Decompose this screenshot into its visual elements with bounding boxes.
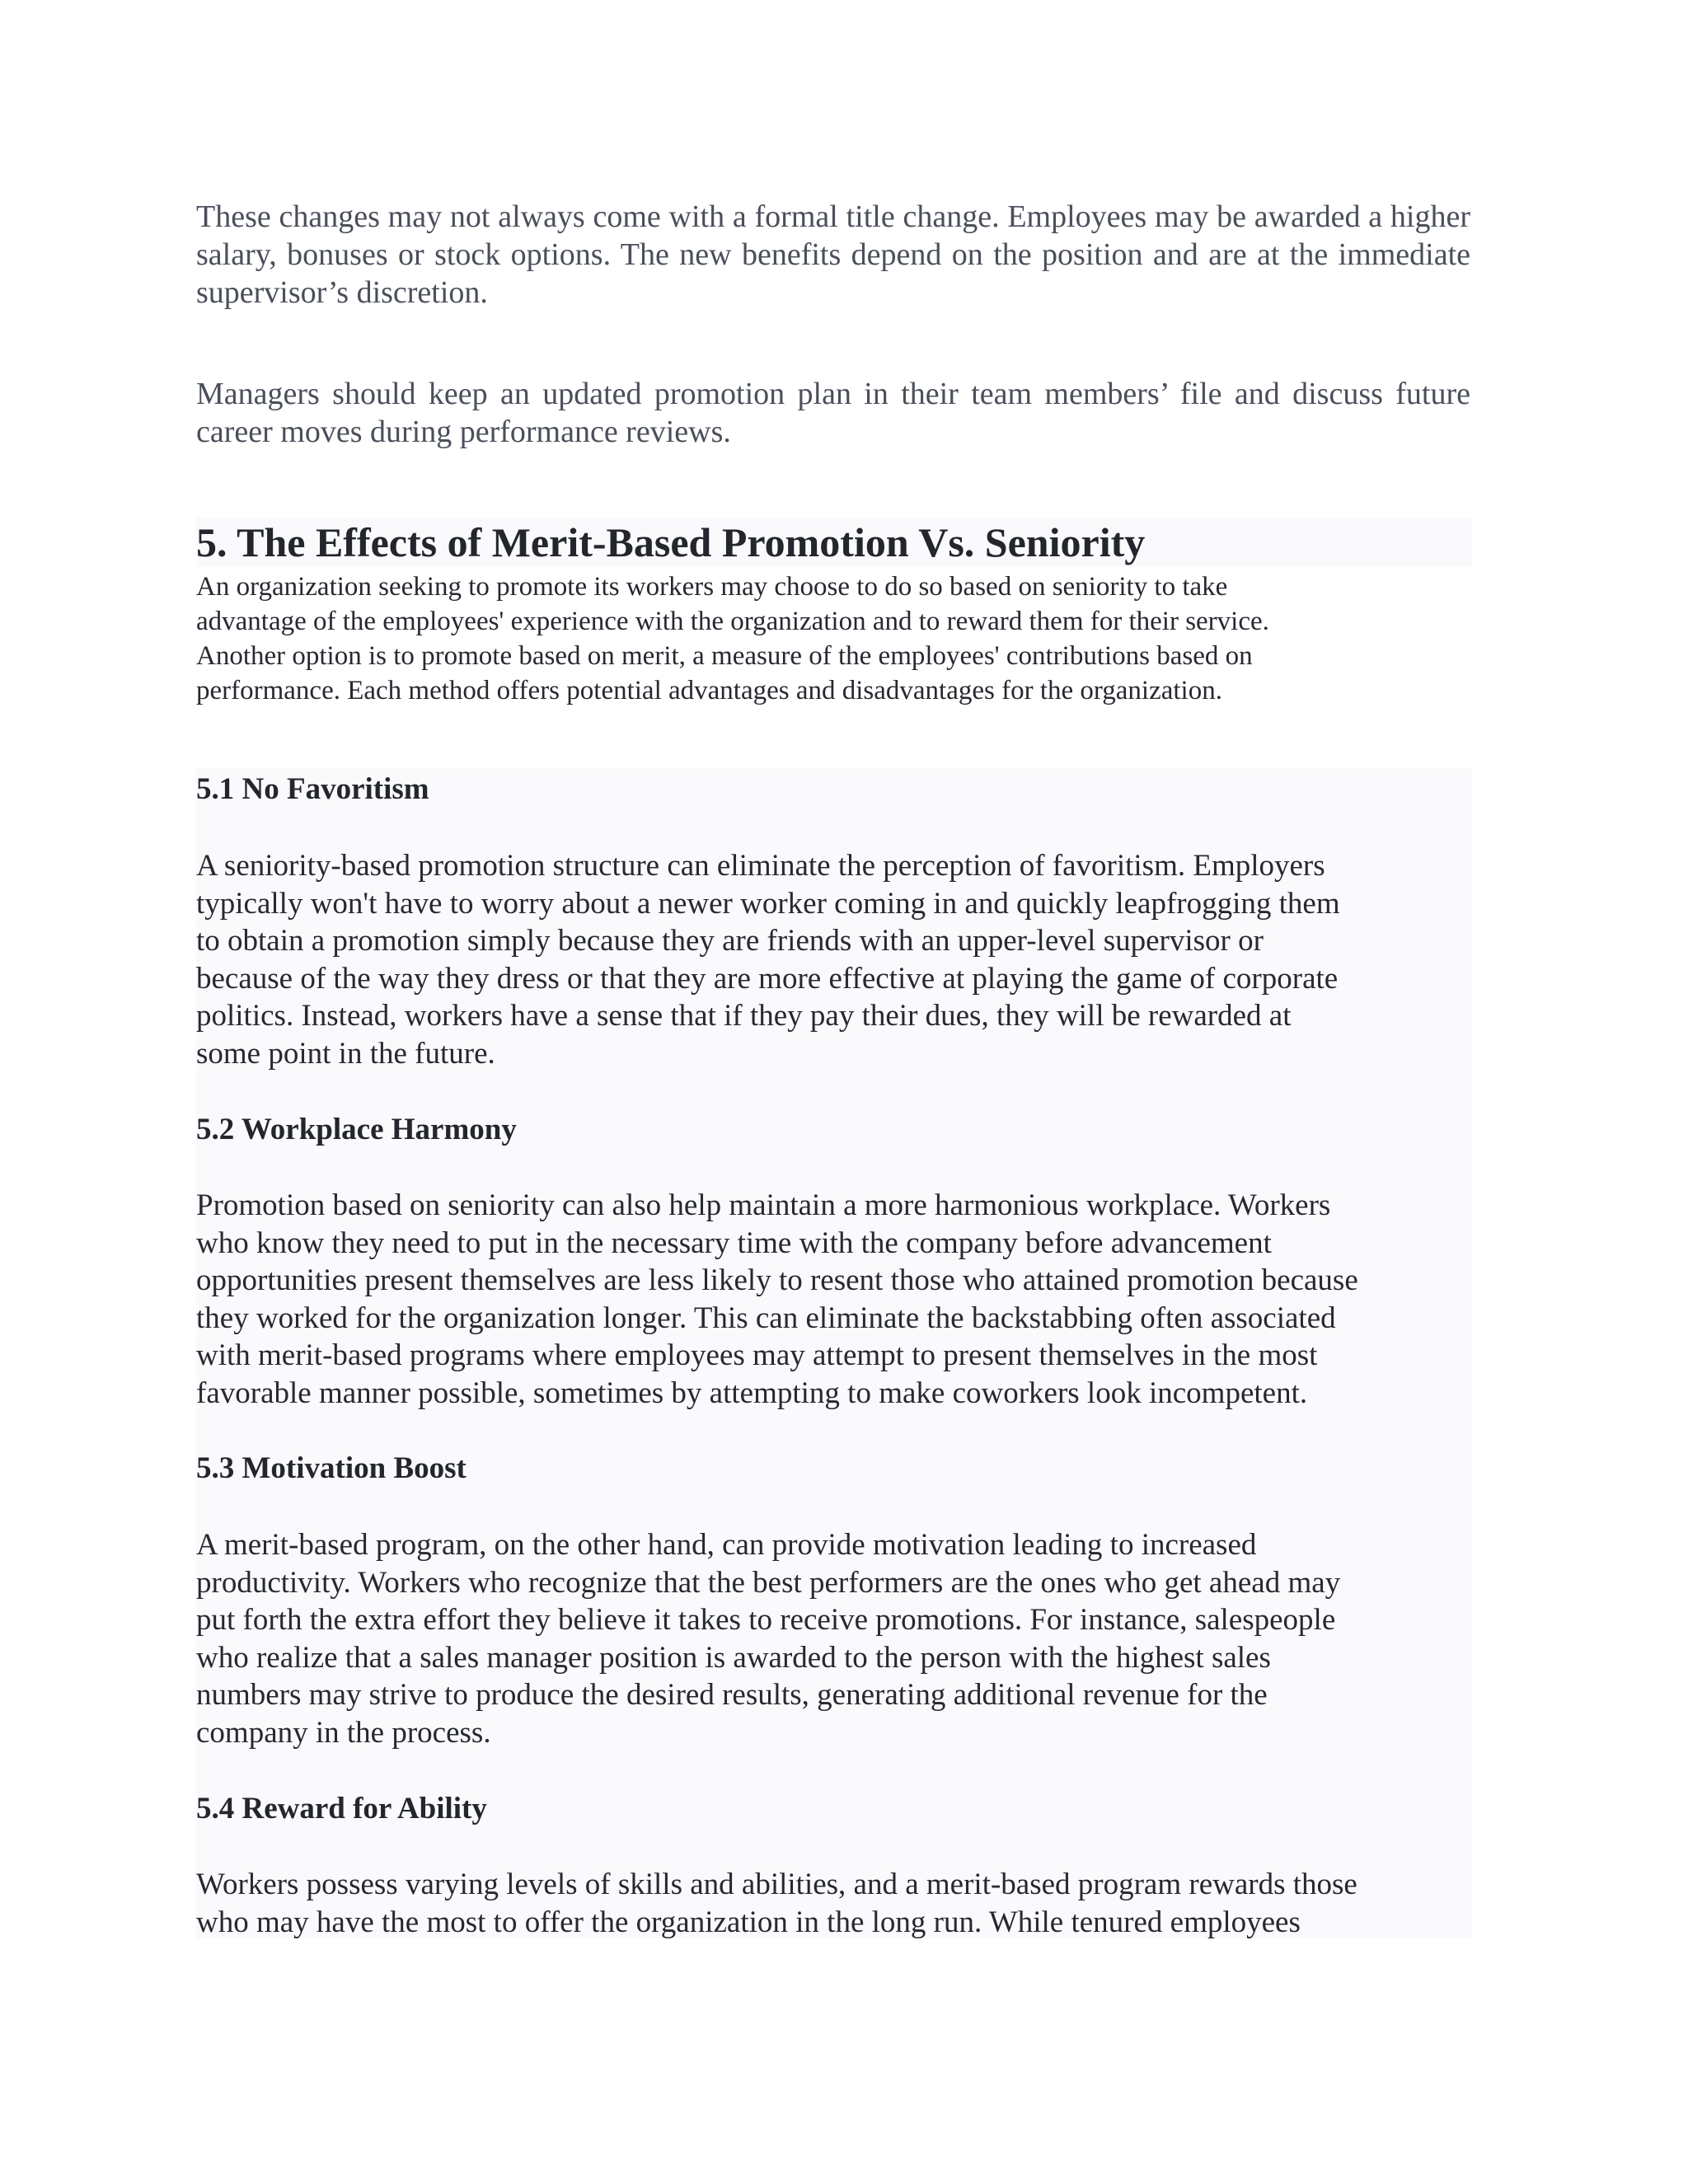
subsection-body-no-favoritism	[196, 847, 1472, 1073]
body-line: because of the way they dress or that they are more effective at playing the game of corporate	[196, 961, 1339, 996]
subsection-heading-workplace-harmony: 5.2 Workplace Harmony	[196, 1113, 517, 1146]
body-line: Workers possess varying levels of skills and abilities, and a merit-based program rewards those	[196, 1868, 1357, 1901]
body-line: typically won't have to worry about a newer worker coming in and quickly leapfrogging them	[196, 886, 1340, 921]
subsection-body-reward-for-ability	[196, 1866, 1472, 1941]
body-line: opportunities present themselves are less likely to resent those who attained promotion because	[196, 1263, 1358, 1298]
body-line: Promotion based on seniority can also help maintain a more harmonious workplace. Workers	[196, 1188, 1331, 1222]
body-line: to obtain a promotion simply because they are friends with an upper-level supervisor or	[196, 924, 1264, 958]
subsection-heading-no-favoritism: 5.1 No Favoritism	[196, 772, 429, 806]
intro-line: Another option is to promote based on merit, a measure of the employees' contributions based on	[196, 641, 1253, 671]
body-line: who may have the most to offer the organization in the long run. While tenured employees	[196, 1905, 1301, 1939]
subsection-body-motivation-boost	[196, 1526, 1472, 1752]
body-line: numbers may strive to produce the desired results, generating additional revenue for the	[196, 1678, 1268, 1713]
body-line: who realize that a sales manager position is awarded to the person with the highest sales	[196, 1640, 1271, 1675]
body-line: some point in the future.	[196, 1036, 495, 1071]
subsection-body-workplace-harmony	[196, 1187, 1472, 1413]
section-title: 5. The Effects of Merit-Based Promotion Vs. Seniority	[196, 519, 1146, 565]
section-intro	[196, 569, 1472, 708]
subsection-heading-motivation-boost: 5.3 Motivation Boost	[196, 1451, 467, 1485]
body-line: with merit-based programs where employees may attempt to present themselves in the most	[196, 1338, 1318, 1373]
body-line: who know they need to put in the necessary time with the company before advancement	[196, 1226, 1272, 1260]
body-line: favorable manner possible, sometimes by attempting to make coworkers look incompetent.	[196, 1376, 1308, 1410]
intro-line: advantage of the employees' experience with the organization and to reward them for their service.	[196, 607, 1269, 636]
body-line: A merit-based program, on the other hand, can provide motivation leading to increased	[196, 1528, 1257, 1562]
body-line: A seniority-based promotion structure can eliminate the perception of favoritism. Employers	[196, 849, 1325, 883]
body-line: put forth the extra effort they believe it takes to receive promotions. For instance, salespeople	[196, 1603, 1336, 1638]
body-line: company in the process.	[196, 1715, 491, 1750]
paragraph-title-change: These changes may not always come with a formal title change. Employees may be awarded a higher salary, bonuses or stock options. The new benefits depend on the position and are at the immediate supervisor’s discretion.	[196, 199, 1470, 310]
intro-line: An organization seeking to promote its workers may choose to do so based on seniority to take	[196, 572, 1228, 602]
body-line: politics. Instead, workers have a sense that if they pay their dues, they will be rewarded at	[196, 999, 1292, 1033]
intro-line: performance. Each method offers potential advantages and disadvantages for the organization.	[196, 676, 1222, 705]
paragraph-promotion-plan: Managers should keep an updated promotion plan in their team members’ file and discuss future career moves during performance reviews.	[196, 377, 1470, 449]
body-line: they worked for the organization longer. This can eliminate the backstabbing often associated	[196, 1301, 1336, 1335]
body-line: productivity. Workers who recognize that the best performers are the ones who get ahead may	[196, 1565, 1341, 1600]
subsection-heading-reward-for-ability: 5.4 Reward for Ability	[196, 1792, 487, 1825]
